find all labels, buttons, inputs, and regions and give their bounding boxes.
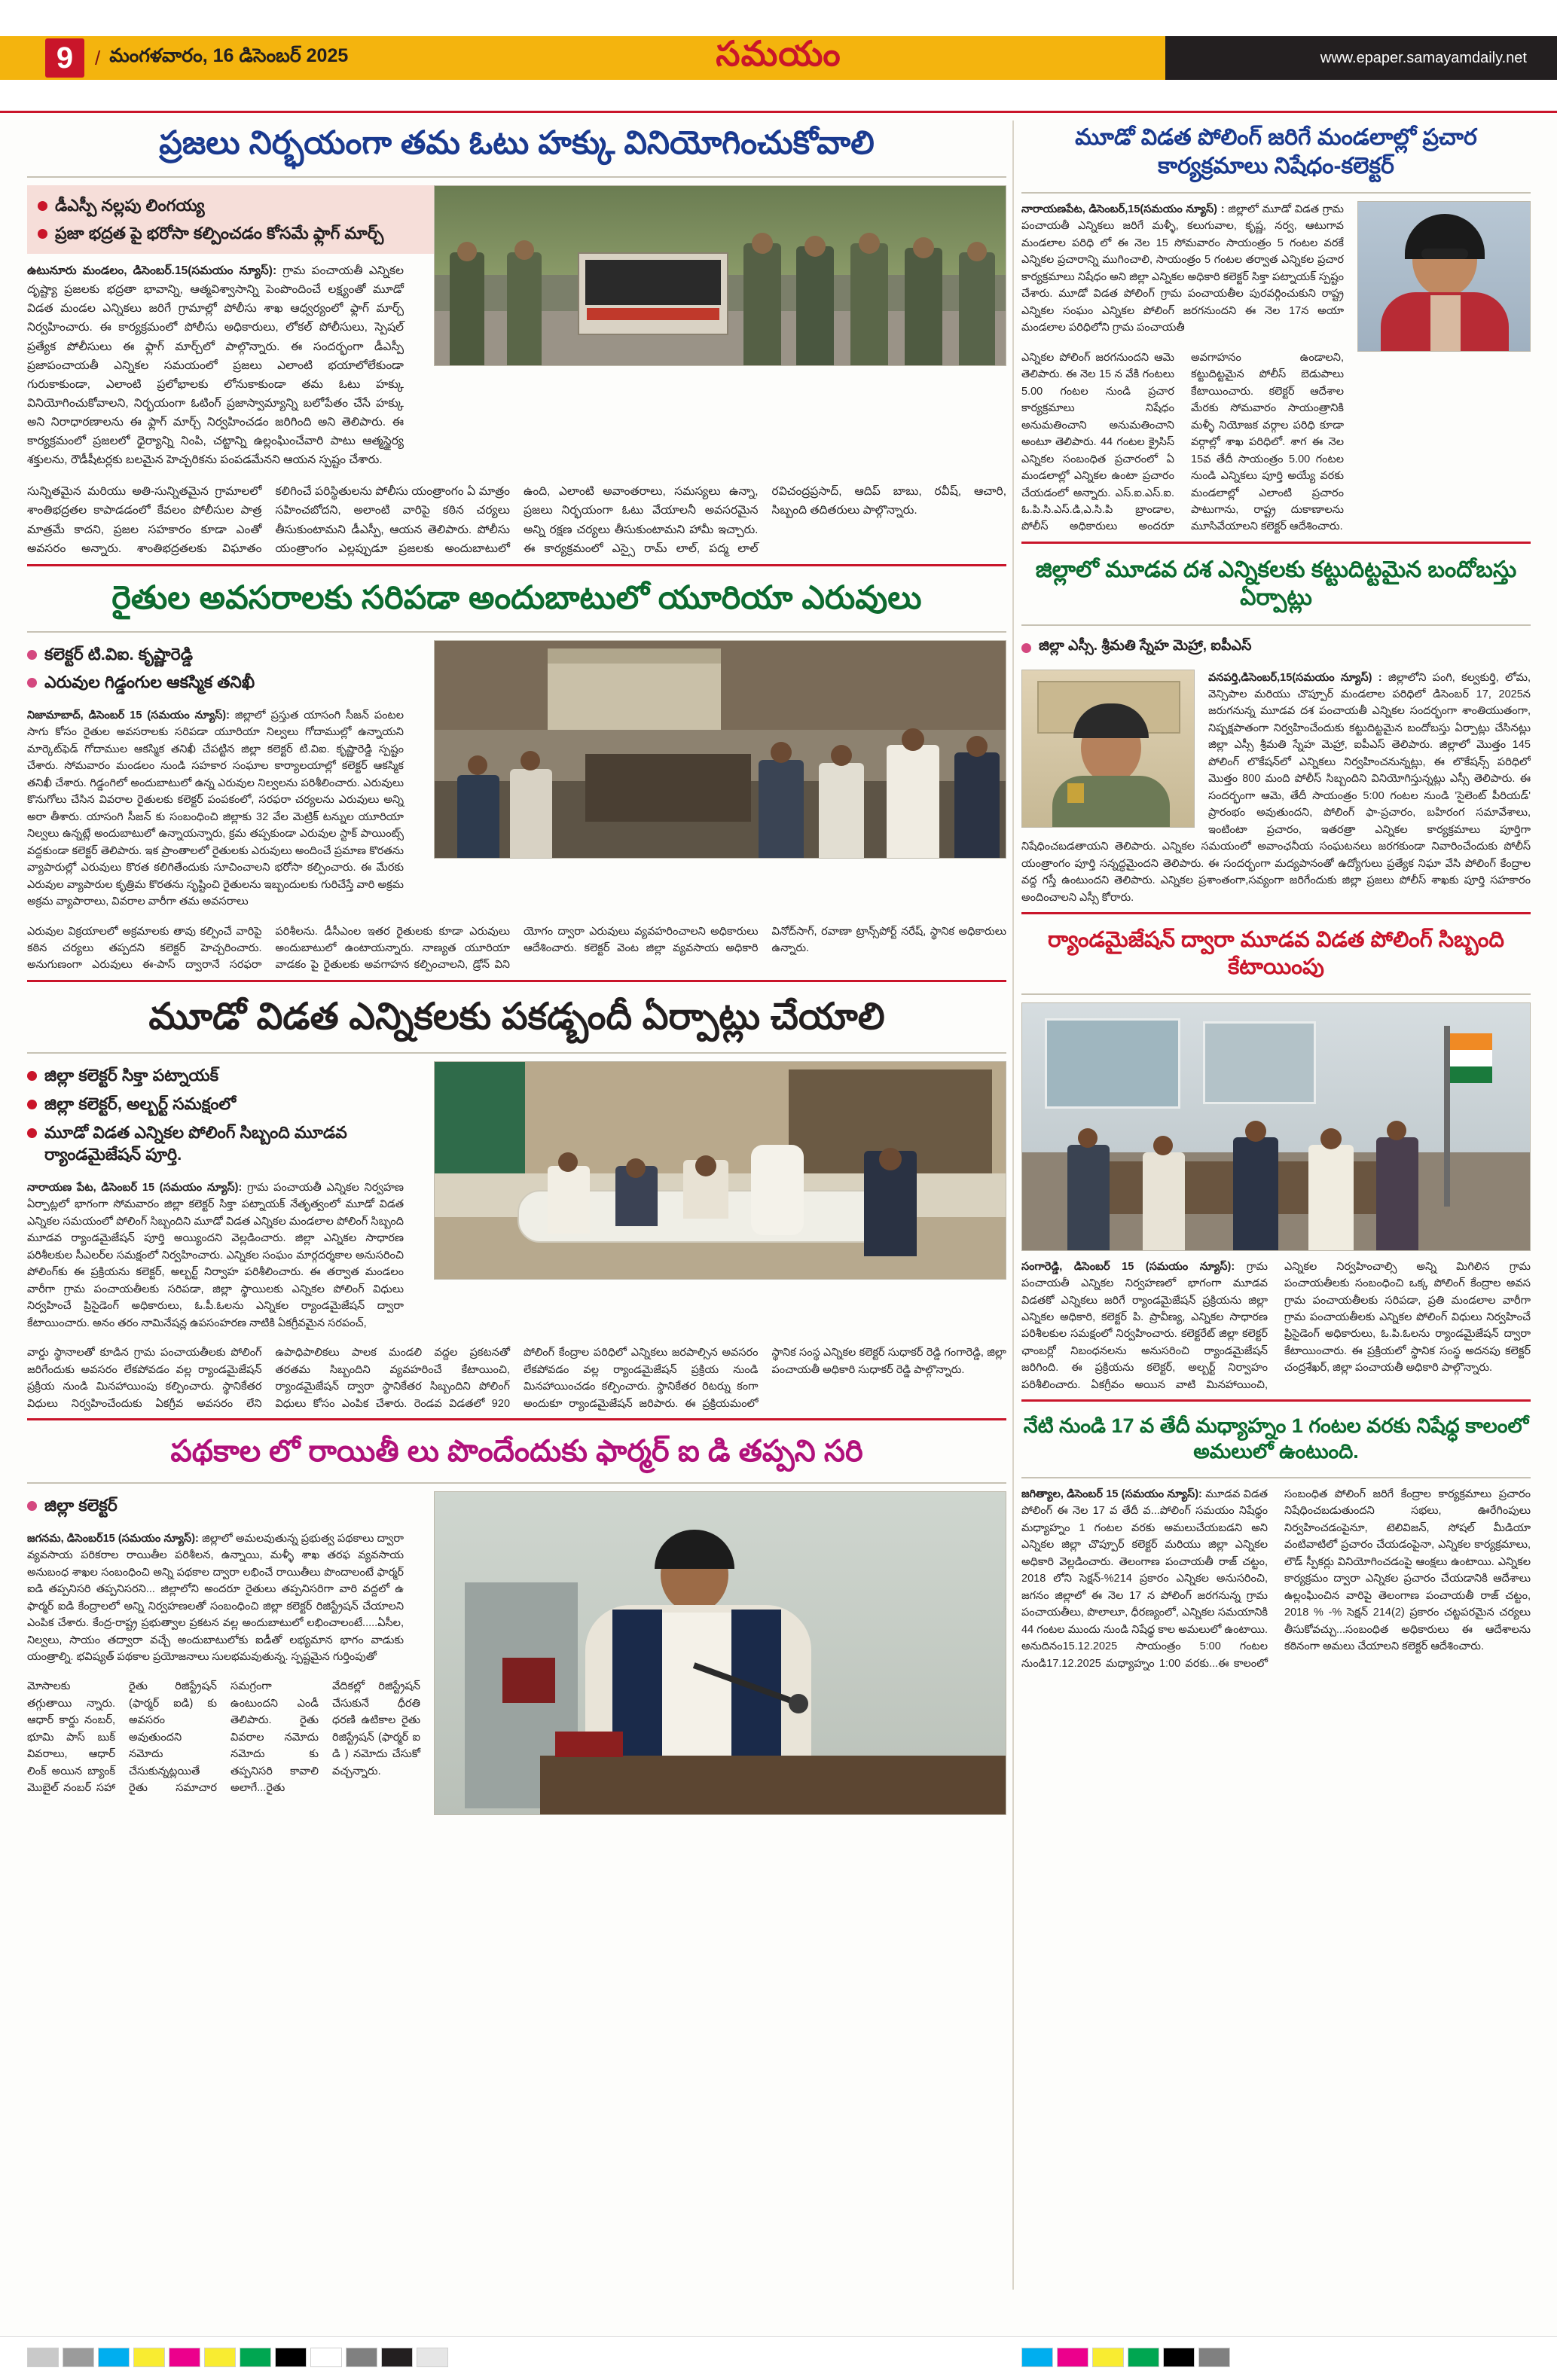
- divider: [27, 1482, 1006, 1484]
- dateline: ఉటునూరు మండలం, డిసెంబర్.15(సమయం న్యూస్):: [27, 264, 277, 278]
- bullet-dot-icon: [1021, 643, 1031, 653]
- divider: [27, 980, 1006, 982]
- story-text: జిల్లాలోని పంగి, కల్వకుర్తి, లోమ, వెన్సిపాల మరియు చొప్పూర్ మండలాల పరిధిలో డిసెంబర్ 17, 2025న జరుగనున్న మూడవ దశ పంచాయతీ ఎన్నికల సందర్భంగా శాంతియుతంగా, నిష్పక్షపాతంగా నిర్వహించేందుకు కట్టుదిట్టమైన బందోబస్తు ఏర్పాట్లు చేసినట్లు జిల్లా ఎస్సీ శ్రీమతి స్నేహ మెహ్రా, ఐపీఎస్ తెలిపారు. జిల్లాలో మొత్తం 145 పోలింగ్ లొకేషన్‌లో ఎన్నికలు నిర్వహించనున్నట్లు, ఈ లొకేషన్స్ పరిధిలో మొత్తం 800 మంది పోలీస్ సిబ్బందిని వినియోగిస్తున్నట్లు ఎస్సీ తెలిపారు. ఈ సందర్భంగా ఆమె, తేదీ సాయంత్రం 5:00 గంటల నుండి 'సైలెంట్ పీరియడ్' ప్రారంభం అవుతుందని, పోలింగ్ ఫా-ప్రచారం, బహిరంగ సమావేశాలు, ఇంటింటా ప్రచారం, ఇతరత్రా ఎన్నికల కార్యక్రమాలు పూర్తిగా నిషేధించబడతాయని తెలిపారు. ఎన్నికల సమయంలో అవాంఛనీయ సంఘటనలు జరగకుండా నివారించేందుకు పోలీస్ యంత్రాంగం పూర్తి సన్నద్ధమైందని తెలిపారు. ఈ సందర్భంగా మద్యపానంతో ఉద్యోగులు ప్రత్యేక నిఘా వేసి పోలింగ్ కేంద్రాల వద్ద గస్తీ ఉంటుందని తెలిపారు. ఎన్నికల ప్రశాంతంగా,సవ్యంగా జరిగేందుకు జిల్లా ప్రజలు పోలీస్ శాఖకు పూర్తి సహకారం అందించాలని ఎస్సీ కోరారు.: [1021, 671, 1531, 904]
- bullet-dot-icon: [27, 1128, 37, 1138]
- bullet-item: [38, 194, 420, 217]
- color-registration-strip: [0, 2336, 1557, 2380]
- cmyk-swatch: [1092, 2348, 1124, 2367]
- story-body-column-2: [27, 482, 1006, 557]
- story-caption-extra: ఎరువుల విక్రయాలలో అక్రమాలకు తావు కల్పించే వారిపై కఠిన చర్యలు తప్పదని కలెక్టర్ హెచ్చరించారు.: [27, 925, 262, 954]
- cmyk-swatch: [346, 2348, 377, 2367]
- bullet-text: డీఎస్పీ నల్లపు లింగయ్య: [55, 195, 205, 215]
- story-text: మూడవ విడత పోలింగ్ ఈ నెల 17 వ తేదీ వ...పోలింగ్ సమయం నిషేధ్ధం మధ్యాహ్నం 1 గంటల వరకు అమలుచేయబడని అని ఎన్నికల జిల్లా చొప్పూర్ కలెక్టర్ మరియు జిల్లా ఎన్నికల అధికారి వెల్లడించారు. తెలంగాణ పంచాయతీ రాజ్ చట్టం, 2018 లోని సెక్షన్-%214 ప్రకారం ఎన్నికల అనుసరించి, జగనం జిల్లాలో ఈ నెల 17 న పోలింగ్ జరగనున్న గ్రామ పంచాయతీలు, పొలాలూ, ధీరణ్యంలో, ఎన్నికల సమయానికి 44 గంటల ముందు నుండి నిషేధ్ధ కాల అమలులో ఉంటాయి. అనుదినం15.12.2025 సాయంత్రం 5:00 గంటల నుండి17.12.2025 మధ్యాహ్నం 1:00 వరకు...ఈ కాలంలో సంబంధిత పోలింగ్ జరిగే కేంద్రాల కార్యక్రమాలు ప్రచారం నిషేధించబడుతుందని సభలు, ఊరేగింపులు నిర్వహించడంపైనూ, టెలివిజన్, సోషల్ మీడియా వంటివాటిలో ప్రచారం చేయడంపైనా, ఎన్నికల కార్యక్రమాలు, లౌడ్ స్పీకర్లు వినియోగించడంపై ఆంక్షలు ఉంటాయి. ఎన్నికల కార్యక్రమం ద్వారా ఎన్నికల ప్రచారం చేయడానికి ఆదేశాలు ఉల్లంఘించిన వారిపై తెలంగాణ పంచాయతీ రాజ్ చట్టం, 2018 % -% సెక్షన్ 214(2) ప్రకారం చట్టపరమైన చర్యలు తీసుకోవచ్చు...సంబంధిత అధికారులు ఈ ఆదేశాలను కఠినంగా అమలు చేయాలని కలెక్టర్ ఆదేశించారు.: [1021, 1488, 1531, 1670]
- cmyk-swatch: [1021, 2348, 1053, 2367]
- story-urea-fertilizer: [27, 574, 1006, 990]
- story-headline: జిల్లాలో మూడవ దశ ఎన్నికలకు కట్టుదిట్టమైన బందోబస్తు ఏర్పాట్లు: [1035, 557, 1517, 611]
- story-flag-march: [27, 119, 1006, 574]
- story-headline: ర్యాండమైజేషన్ ద్వారా మూడవ విడత పోలింగ్ సిబ్బంది కేటాయింపు: [1048, 928, 1504, 980]
- dateline: నారాయణ పేట, డిసెంబర్ 15 (సమయం న్యూస్):: [27, 1181, 243, 1194]
- story-farmer-id: [27, 1428, 1006, 1823]
- story-body-column-2: [1021, 349, 1344, 536]
- bullet-dot-icon: [38, 229, 47, 239]
- divider: [27, 1052, 1006, 1054]
- story-body-column-2: [27, 923, 1006, 974]
- left-column: [27, 119, 1006, 1823]
- divider: [27, 564, 1006, 566]
- story-headline: ప్రజలు నిర్భయంగా తమ ఓటు హక్కు వినియోగించుకోవాలి: [159, 125, 875, 161]
- divider: [1021, 542, 1531, 544]
- divider: [27, 1418, 1006, 1420]
- cmyk-swatch: [1198, 2348, 1230, 2367]
- cmyk-swatch: [310, 2348, 342, 2367]
- story-text: గ్రామ పంచాయతీ ఎన్నికల నిర్వహణలో భాగంగా మూడవ విడతకో ఎన్నికలు జరిగే ర్యాండమైజేషన్ ప్రక్రియను జిల్లా ఎన్నికల అధికారి, కలెక్టర్ పి. ప్రావీణ్య, ఎన్నికల సాధారణ పరిశీలకుల సమక్షంలో నిర్వహించారు. కలెక్టరేట్ జిల్లా కలెక్టర్ ఛాంబర్లో నిబంధనలను అనుసరించి ర్యాండమైజేషన్ జరిగింది. ఈ ప్రక్రియను కలెక్టర్, అల్బర్ట్ నిర్వాహం పరిశీలించారు. ఏకగ్రీవం అయిన వాటి మినహాయించి, ఎన్నికల నిర్వహించాల్సి అన్ని మిగిలిన గ్రామ పంచాయతీలకు సంబంధించి ఒక్క పోలింగ్ కేంద్రాల అవస గ్రామ పంచాయతీలకు సరిపడా, ప్రతి మండలాల వారీగా గ్రామ పంచాయతీలకు ఎన్నికల పోలింగ్ విధులు నిర్వహించే ప్రిసైడెంగ్ అధికారులు, ఓ.పి.ఓలను ర్యాండమైజేషన్ ద్వారా కేటాయించారు. ఈ ప్రక్రియలో స్థానిక సంస్థ అదనపు కలెక్టర్ చంద్రశేఖర్, జిల్లా పంచాయతీ అధికారి పాల్గొన్నారు.: [1021, 1260, 1531, 1391]
- bullet-dot-icon: [38, 201, 47, 211]
- cmyk-swatches-left: [27, 2348, 452, 2367]
- cmyk-swatch: [417, 2348, 448, 2367]
- website-url[interactable]: www.epaper.samayamdaily.net: [1320, 49, 1527, 66]
- divider: [27, 631, 1006, 633]
- divider: [1021, 624, 1531, 626]
- cmyk-swatch: [63, 2348, 94, 2367]
- bullet-dot-icon: [27, 1071, 37, 1081]
- bullet-text: జిల్లా ఎస్సీ. శ్రీమతి స్నేహ మెహ్రా, ఐపీఎస్: [1039, 637, 1252, 654]
- bullet-item: [27, 1064, 420, 1087]
- cmyk-swatch: [1128, 2348, 1159, 2367]
- dateline: నిజామాబాద్, డిసెంబర్ 15 (సమయం న్యూస్):: [27, 709, 230, 722]
- masthead: [0, 0, 1557, 113]
- masthead-left: [45, 36, 348, 80]
- cmyk-swatch: [275, 2348, 307, 2367]
- bullet-dot-icon: [27, 1100, 37, 1109]
- cmyk-swatches-right: [1021, 2348, 1234, 2367]
- story-body-column-2: [27, 1344, 1006, 1412]
- page-body: [0, 113, 1557, 2312]
- story-police-bandobast: [1021, 551, 1531, 922]
- cmyk-swatch: [169, 2348, 200, 2367]
- story-text: వార్డు స్థానాలతో కూడిన గ్రామ పంచాయతీలకు పోలింగ్ జరిగేందుకు అవసరం లేకపోవడం వల్ల ర్యాండమైజేషన్ ప్రక్రియ నుండి మినహాయింపు కల్పించారు. స్థానికేతర విధులు నిర్వహించేందుకు ఏకగ్రీవ అవసరం లేని ఉపాధిపాలికలు పాలక మండలి వద్దల ప్రకటనతో తరతమ సిబ్బందిని వ్యవహరించే కేటాయించి, ర్యాండమైజేషన్ ద్వారా స్థానికేతర సిబ్బందిని పోలింగ్ విధులు కోసం ఎంపిక చేశారు. రెండవ: [27, 1347, 510, 1410]
- story-text: జిల్లాలో అమలవుతున్న ప్రభుత్వ పథకాలు ద్వారా వ్యవసాయ పరికరాల రాయితీల పరిశీలన, ఉన్నాయి, మళ్ళీ శాఖ తరఫ వ్యవసాయ అనుబంధ శాఖల సంబంధించి అన్ని పథకాల ద్వారా లభించే రాయితీలు పొందాలంటే ఫార్మర్ ఐడి తప్పనిసరి తప్పనిసరని... జిల్లాలోని అందరూ రైతులు తప్పనిసరిగా వారి వద్దలో ఉ ఫార్మర్ ఐడి కేంద్రాలలో అన్ని నిర్వహణలతో సంబంధించి జిల్లా కలెక్టర్ రిజిస్ట్రేషన్ చేయాలని ఎంపిక చేశారు. కేంద్ర-రాష్ట్ర ప్రభుత్వాల ప్రకటన వల్ల అందుబాటులో లభించాలంటే.....ఏసీల, నిల్వలు, సాయం తద్వారా వచ్చే అందుబాటులోకు ఐడీతో లభ్యమాన భాగం వాడుకు యంత్రాల్ని. భవిష్యత్ పథకాల ప్రయోజనాలు సులభమవుతున్న. స్పష్టమైన గుర్తింపుతో: [27, 1532, 404, 1663]
- divider: [1021, 1477, 1531, 1478]
- divider: [27, 176, 1006, 178]
- story-third-phase-elections: [27, 990, 1006, 1428]
- column-divider: [1012, 121, 1014, 2290]
- cmyk-swatch: [204, 2348, 236, 2367]
- story-body: [1021, 1486, 1531, 1672]
- photo-fertilizer-meeting: [434, 640, 1006, 859]
- cmyk-swatch: [381, 2348, 413, 2367]
- photo-collector-portrait: [1357, 201, 1531, 352]
- bullet-item: [27, 1093, 420, 1115]
- story-headline: పథకాల లో రాయితీ లు పొందేందుకు ఫార్మర్ ఐ డి తప్పని సరి: [170, 1435, 863, 1469]
- story-text: ఎన్నికల పోలింగ్ జరగనుందని ఆమె తెలిపారు. ఈ నెల 15 న వేకి గంటలు 5.00 గంటల నుండి ప్రచార కార్యక్రమాలు నిషేధం అనుమతించాని అనుమతించాని అంటూ తెలిపారు. 44 గంటల క్రైసిస్ ఎన్నికల సంబంధిత ప్రచారంలో ఏ మండలాల్లో ఎన్నికల ఉంటా ప్రచారం చేయడంలో అన్నారు. ఎస్.ఐ.ఎస్.ఐ. ఓ.పి.సి.ఎస్.డి,ఎ.సి.పి బ్రాండాల, పోలీస్ అధికారులు అందరూ అవగాహనం ఉండాలని, కట్టుదిట్టమైన పోలీస్ బెడుపాలు కేటాయించారు. కలెక్టర్ ఆదేశాల మేరకు సోమవారం సాయంత్రానికి మళ్ళీ నియోజక వర్గాల పరిధి కూడా వర్గాల్లో శాఖ పరిధిలో. శాగ ఈ నెల 15వ తేదీ సాయంత్రం 5.00 గంటల నుండి ఎన్నికలు పూర్తి అయ్యే వరకు మండలాల్లో ఎలాంటి ప్రచారం పాటుగాను, రాష్ట్ర దుకాణాలను మూసివేయాలని కలెక్టర్ ఆదేశించారు.: [1021, 351, 1344, 533]
- bullet-text: జిల్లా కలెక్టర్: [44, 1496, 118, 1515]
- bullet-text: ప్రజా భద్రత పై భరోసా కల్పించడం కోసమే ఫ్లాగ్ మార్చ్: [55, 224, 384, 243]
- story-text: గ్రామ పంచాయతీ ఎన్నికల దృష్ట్యా ప్రజలకు భద్రతా భావాన్ని, ఆత్మవిశ్వాసాన్ని పెంపొందించే లక్ష్యంతో మూడో విడత మండల ఎన్నికలు జరిగే గ్రామాల్లో పోలీసు శాఖ ఆధ్వర్యంలో ఫ్లాగ్ మార్చ్ నిర్వహించారు. ఈ కార్యక్రమంలో పోలీసు అధికారులు, లోకల్ పోలీసులు, స్పెషల్ ప్రత్యేక పోలీసులు ఈ ఫ్లాగ్ మార్చ్‌లో పాల్గొన్నారు. ఈ సందర్భంగా డీఎస్పీ ప్రజాపంచాయతీ ఎన్నికల సమయంలో ప్రజలు ఎలాంటి భయాలోలేకుండా గురుకాకుండా, ఎలాంటి ప్రలోభాలకు లోనుకాకుండా తమ ఓటు హక్కు వినియోగించుకోవాలని, నిర్భయంగా ఓటింగ్ ప్రజాస్వామ్యాన్ని బలోపేతం చేసే హక్కు అని నిరాధారణాలను ఈ ఫ్లాగ్ మార్చ్ నిర్వహించడం జరిగింది అని తెలిపారు. ఈ కార్యక్రమంలో ప్రజలలో ధైర్యాన్ని నింపి, చట్టాన్ని ఉల్లంఘించేవారి పాటు ఆత్మస్థైర్య శక్తులను, రౌడీషీటర్లకు బలమైన హెచ్చరికను పంపడమేనని ఆయన స్పష్టం చేశారు.: [27, 264, 405, 467]
- divider: [1021, 192, 1531, 194]
- dateline: జగిత్యాల, డిసెంబర్ 15 (సమయం న్యూస్):: [1021, 1488, 1202, 1500]
- cmyk-swatch: [1057, 2348, 1088, 2367]
- bullet-text: కలెక్టర్ టి.విఐ. కృష్ణారెడ్డి: [44, 644, 193, 664]
- story-text: గ్రామ పంచాయతీ ఎన్నికల నిర్వహణ ఏర్పాట్లలో భాగంగా సోమవారం జిల్లా కలెక్టర్ సిక్తా పట్నాయక్ నేతృత్వంలో మూడో విడత ఎన్నికల సమయంలో పోలింగ్ సిబ్బందిని మూడో విడత ఎన్నికల మండలాల పోలింగ్ సిబ్బంది మూడవ ర్యాండమైజేషన్ పూర్తి అయ్యిందని వెల్లడించారు. జిల్లా ఎన్నికల సాధారణ పరిశీలకుల సీఎలర్‌ల సమక్షంలో నిర్వహించారు. ఎన్నికల సంఘం మార్గదర్శకాల అనుసరించి పోలింగ్‌కు ఈ ప్రక్రియను కలెక్టర్, అల్బర్ట్ నిర్వాహ పరిశీలించారు. ఈ తర్వాత మండలం వారీగా గ్రామ పంచాయతీలకు సరిపడా, జిల్లా స్థాయిలకు ఎన్నికల పోలింగ్ విధులు నిర్వహించే ప్రిసైడెంగ్ అధికారులు, ఓ.పీ.ఓలను ఎన్నికల ర్యాండమైజేషన్ ద్వారా కేటాయించారు. అనం తరం నామినేషన్ల ఉపసంహరణ నాటికి ఏకగ్రీవమైన సరపంచ్,: [27, 1181, 404, 1329]
- publication-logo: సమయం: [716, 34, 841, 73]
- story-body: [1021, 1259, 1531, 1394]
- bullet-item: [27, 1494, 420, 1517]
- story-bullet-list: [1021, 633, 1531, 662]
- story-text: జిల్లాలో మూడో విడత గ్రామ పంచాయతీ ఎన్నికలు జరిగే మళ్ళీ, కలుగువాల, కృష్ణ, నర్వ, ఆటుగావ మండలాల పరిధి లో ఈ నెల 15 సోమవారం సాయంత్రం 5 గంటల వరకే ఎన్నికల ప్రచారాన్ని ముగించాలి, సాయంత్రం 5 గంటల తర్వాత ఎన్నికల ప్రచార కార్యక్రమాలు నిషేధం అని జిల్లా ఎన్నికల అధికారి కలెక్టర్ సిక్తా పట్నాయక్ స్పష్టం చేశారు. మూడో విడత పోలింగ్ గ్రామ పంచాయతీల పురవర్గించుకుని రాష్ట్ర ఎన్నికల సంఘం ఎన్నికల పోలింగ్ జరగనుందని ఈ నెల 17న అయా మండలాల పరిధిలోని గ్రామ పంచాయతీ: [1021, 203, 1344, 334]
- story-headline: మూడో విడత ఎన్నికలకు పకడ్బందీ ఏర్పాట్లు చేయాలి: [148, 996, 885, 1037]
- cmyk-swatch: [240, 2348, 271, 2367]
- bullet-item: [27, 643, 420, 666]
- bullet-text: మూడో విడత ఎన్నికల పోలింగ్ సిబ్బంది మూడవ ర్యాండమైజేషన్ పూర్తి.: [44, 1122, 347, 1164]
- story-headline: మూడో విడత పోలింగ్ జరిగే మండలాల్లో ప్రచార కార్యక్రమాలు నిషేధం-కలెక్టర్: [1075, 125, 1477, 178]
- dateline: జగనమ, డిసెంబర్15 (సమయం న్యూస్):: [27, 1532, 199, 1545]
- bullet-dot-icon: [27, 650, 37, 660]
- story-text: జిల్లాలో ప్రస్తుత యాసంగి సీజన్ పంటల సాగు కోసం రైతుల అవసరాలకు సరిపడా యూరియా నిల్వలు గోదాముల్లో ఉన్నాయని మార్కెట్‌ఫెడ్ గోదాముల ఆకస్మిక తనిఖీ చేపట్టిన జిల్లా కలెక్టర్ టి.విఐ. కృష్ణారెడ్డి స్పష్టం చేశారు. సోమవారం మండలం నుండి సహకార సంఘాల కార్యాలయాల్లో కలెక్టర్ ఆకస్మిక తనిఖీ చేశారు. గిడ్డంగిలో అందుబాటులో ఉన్న ఎరువుల నిల్వలను పరిశీలించారు. ఎరువులు కొనుగోలు చేసిన వివరాల రైతులకు కలెక్టర్ పంపకంలో, సరఫరా చర్యలను ఎరువులు అన్ని అరా తీశారు. యాసంగి సీజన్ కు సంబంధించి జిల్లాకు 32 వేల మెట్రిక్ టన్నుల యూరియా నిల్వలు ఉన్నట్లే అందుబాటులో ఉన్నాయన్నారు, క్రమ తప్పకుండా ఎరువుల స్టాక్ పాయింట్స్ వద్దకుండా కలెక్టర్ తెలిపారు. ఇక ప్రాంతాలలో రైతులకు ఎరువులు అందించే ప్రమాణ కొరతను వ్యాపారుల్లో ఎరువులు కొరత కలిగితేందుకు సూచించాలని భరోసా కల్పించారు. ఈ మేరకు ఎరువుల వ్యాపారుల కృత్రిమ కొరతను సృష్టించి రైతులను ఇబ్బందులకు గురిచేస్తే వారి అక్రమ అక్రమ వ్యాపారాలు, వివరాల వారీగా తమ అవసరాలు: [27, 709, 405, 908]
- cmyk-swatch: [133, 2348, 165, 2367]
- divider: [1021, 993, 1531, 995]
- dateline: సంగారెడ్డి, డిసెంబర్ 15 (సమయం న్యూస్):: [1021, 1260, 1235, 1273]
- photo-randomization-room: [1021, 1002, 1531, 1251]
- bullet-dot-icon: [27, 678, 37, 688]
- photo-collector-presser: [434, 1491, 1006, 1815]
- bullet-text: ఎరువుల గిడ్డంగుల ఆకస్మిక తనిఖీ: [44, 673, 255, 692]
- story-body-column-1: [27, 261, 404, 469]
- story-body-column-1: [27, 1179, 404, 1332]
- right-column: [1021, 119, 1531, 1672]
- story-body-column-1: [27, 707, 404, 911]
- story-text: సున్నితమైన మరియు అతి-సున్నితమైన గ్రామాలలో శాంతిభద్రతల కాపాడడంలో కేవలం పోలీసుల పాత్ర మాత్రమే కాదని, ప్రజల సహకారం కూడా ఎంతో అవసరం అన్నారు. శాంతిభద్రతలకు విఘాతం కలిగించే పరిస్థితులను పోలీసు యంత్రాంగం ఏ మాత్రం సహించబోదని, అలాంటి వారిపై కఠిన చర్యలు తీసుకుంటామని డీఎస్పీ, ఆయన తెలిపారు. పోలీసు యంత్రాంగం ఎల్లప్పుడూ ప్రజలకు అందుబాటులో ఉంది, ఎలాంటి అవాంతరాలు, సమస్యలు ఉన్నా, ప్రజలు నిర్భయంగా ఓటు వేయాలనీ అవసరమైన అన్ని రక్షణ చర్యలు తీసుకుంటామని హామీ ఇచ్చారు. ఈ కార్యక్రమంలో ఎస్సై రామ్ లాల్, పద్మ లాల్ రవిచంద్రప్రసాద్, ఆదిప్ బాబు, రవీష్, ఆచారి, సిబ్బంది తదితరులు పాల్గొన్నారు.: [27, 485, 1006, 555]
- story-body-column-1: [27, 1530, 404, 1666]
- photo-flag-march: [434, 185, 1006, 366]
- bullet-item: [38, 222, 420, 245]
- bullet-item: [1021, 636, 1531, 656]
- dateline: నారాయణపేట, డిసెంబర్,15(సమయం న్యూస్) :: [1021, 203, 1225, 215]
- bullet-item: [27, 1121, 420, 1166]
- photo-sp-portrait: [1021, 670, 1195, 828]
- bullet-text: జిల్లా కలెక్టర్ సిక్తా పట్నాయక్: [44, 1066, 219, 1085]
- bullet-item: [27, 671, 420, 694]
- story-campaign-ban: [1021, 119, 1531, 551]
- story-randomization: [1021, 922, 1531, 1409]
- cmyk-swatch: [27, 2348, 59, 2367]
- bullet-dot-icon: [27, 1501, 37, 1511]
- story-headline: నేటి నుండి 17 వ తేదీ మధ్యాహ్నం 1 గంటల వరకు నిషేధ్ధ కాలంలో అమలులో ఉంటుంది.: [1023, 1414, 1529, 1463]
- divider: [1021, 1399, 1531, 1402]
- dateline: వనపర్తి,డిసెంబర్,15(సమయం న్యూస్) :: [1208, 671, 1382, 684]
- story-text: మోసాలకు తగ్గుతాయి న్నారు. ఆధార్ కార్డు నంబర్, భూమి పాస్ బుక్ వివరాలు, ఆధార్ లింక్ అయిన బ్యాంక్ మొబైల్ నంబర్ సహా రైతు రిజిస్ట్రేషన్ (ఫార్మర్ ఐడి) కు అవసరం అవుతుందని నమోదు చేసుకున్నట్లయితే రైతు సమాచార సమగ్రంగా ఉంటుందని ఎండీ తెలిపారు. రైతు వివరాల నమోదు నమోదు కు తప్పనిసరి కావాలి అలాగే...రైతు వేదికల్లో రిజిస్ట్రేషన్ చేసుకునే ధీరతి ధరణి ఉటికాల రైతు రిజిస్ట్రేషన్ (ఫార్మర్ ఐ డి ) నమోదు చేసుకో వచ్చన్నారు.: [27, 1680, 420, 1795]
- cmyk-swatch: [98, 2348, 130, 2367]
- story-text-continued: విడతలో 920 పోలింగ్ కేంద్రాల పరిధిలో ఎన్నికలు జరపాల్సిన అవసరం లేకపోవడం వల్ల ర్యాండమైజేషన్ ప్రక్రియ నుండి మినహాయించడం కల్పించారు. స్థానికేతర రిటర్ను కంగా అందుకూ ర్యాండమైజేషన్ జరిపారు. ఈ ప్రక్రియమంలో స్థానిక సంస్థ ఎన్నికల కలెక్టర్ సుధాకర్ రెడ్డి గంగారెడ్డి, జిల్లా పంచాయతీ అధికారి సుధాకర్ రెడ్డి పాల్గొన్నారు.: [449, 1347, 1006, 1410]
- story-body-column-2: [27, 1678, 420, 1796]
- masthead-separator: /: [95, 46, 101, 69]
- page-number: 9: [45, 38, 84, 78]
- cmyk-swatch: [1163, 2348, 1195, 2367]
- story-text: అనుగుణంగా ఎరువులు ఈ-పాస్ ద్వారానే సరఫరా పరిశీలను. డీసీఎంల ఇతర రైతులకు కూడా ఎరువులు అందుబాటులో ఉంటాయన్నారు. నాణ్యత యూరియా వాడకం పై రైతులకు అవగాహన కల్పించాలని, డ్రోన్ విని యోగం ద్వారా ఎరువులు వ్యవహరించాలని అధికారులు ఆదేశించారు. కలెక్టర్ వెంట జిల్లా వ్యవసాయ అధికారి వినోద్‌సాగ్, రవాణా ట్రాన్స్‌పోర్ట్ నరేష్, స్థానిక అధికారులు ఉన్నారు.: [27, 925, 1006, 972]
- bullet-text: జిల్లా కలెక్టర్, అల్బర్ట్ సమక్షంలో: [44, 1094, 237, 1113]
- masthead-date: మంగళవారం, 16 డిసెంబర్ 2025: [109, 44, 349, 66]
- divider: [1021, 912, 1531, 914]
- photo-collector-meeting: [434, 1061, 1006, 1280]
- story-headline: రైతుల అవసరాలకు సరిపడా అందుబాటులో యూరియా ఎరువులు: [111, 579, 922, 616]
- story-silence-period: [1021, 1409, 1531, 1672]
